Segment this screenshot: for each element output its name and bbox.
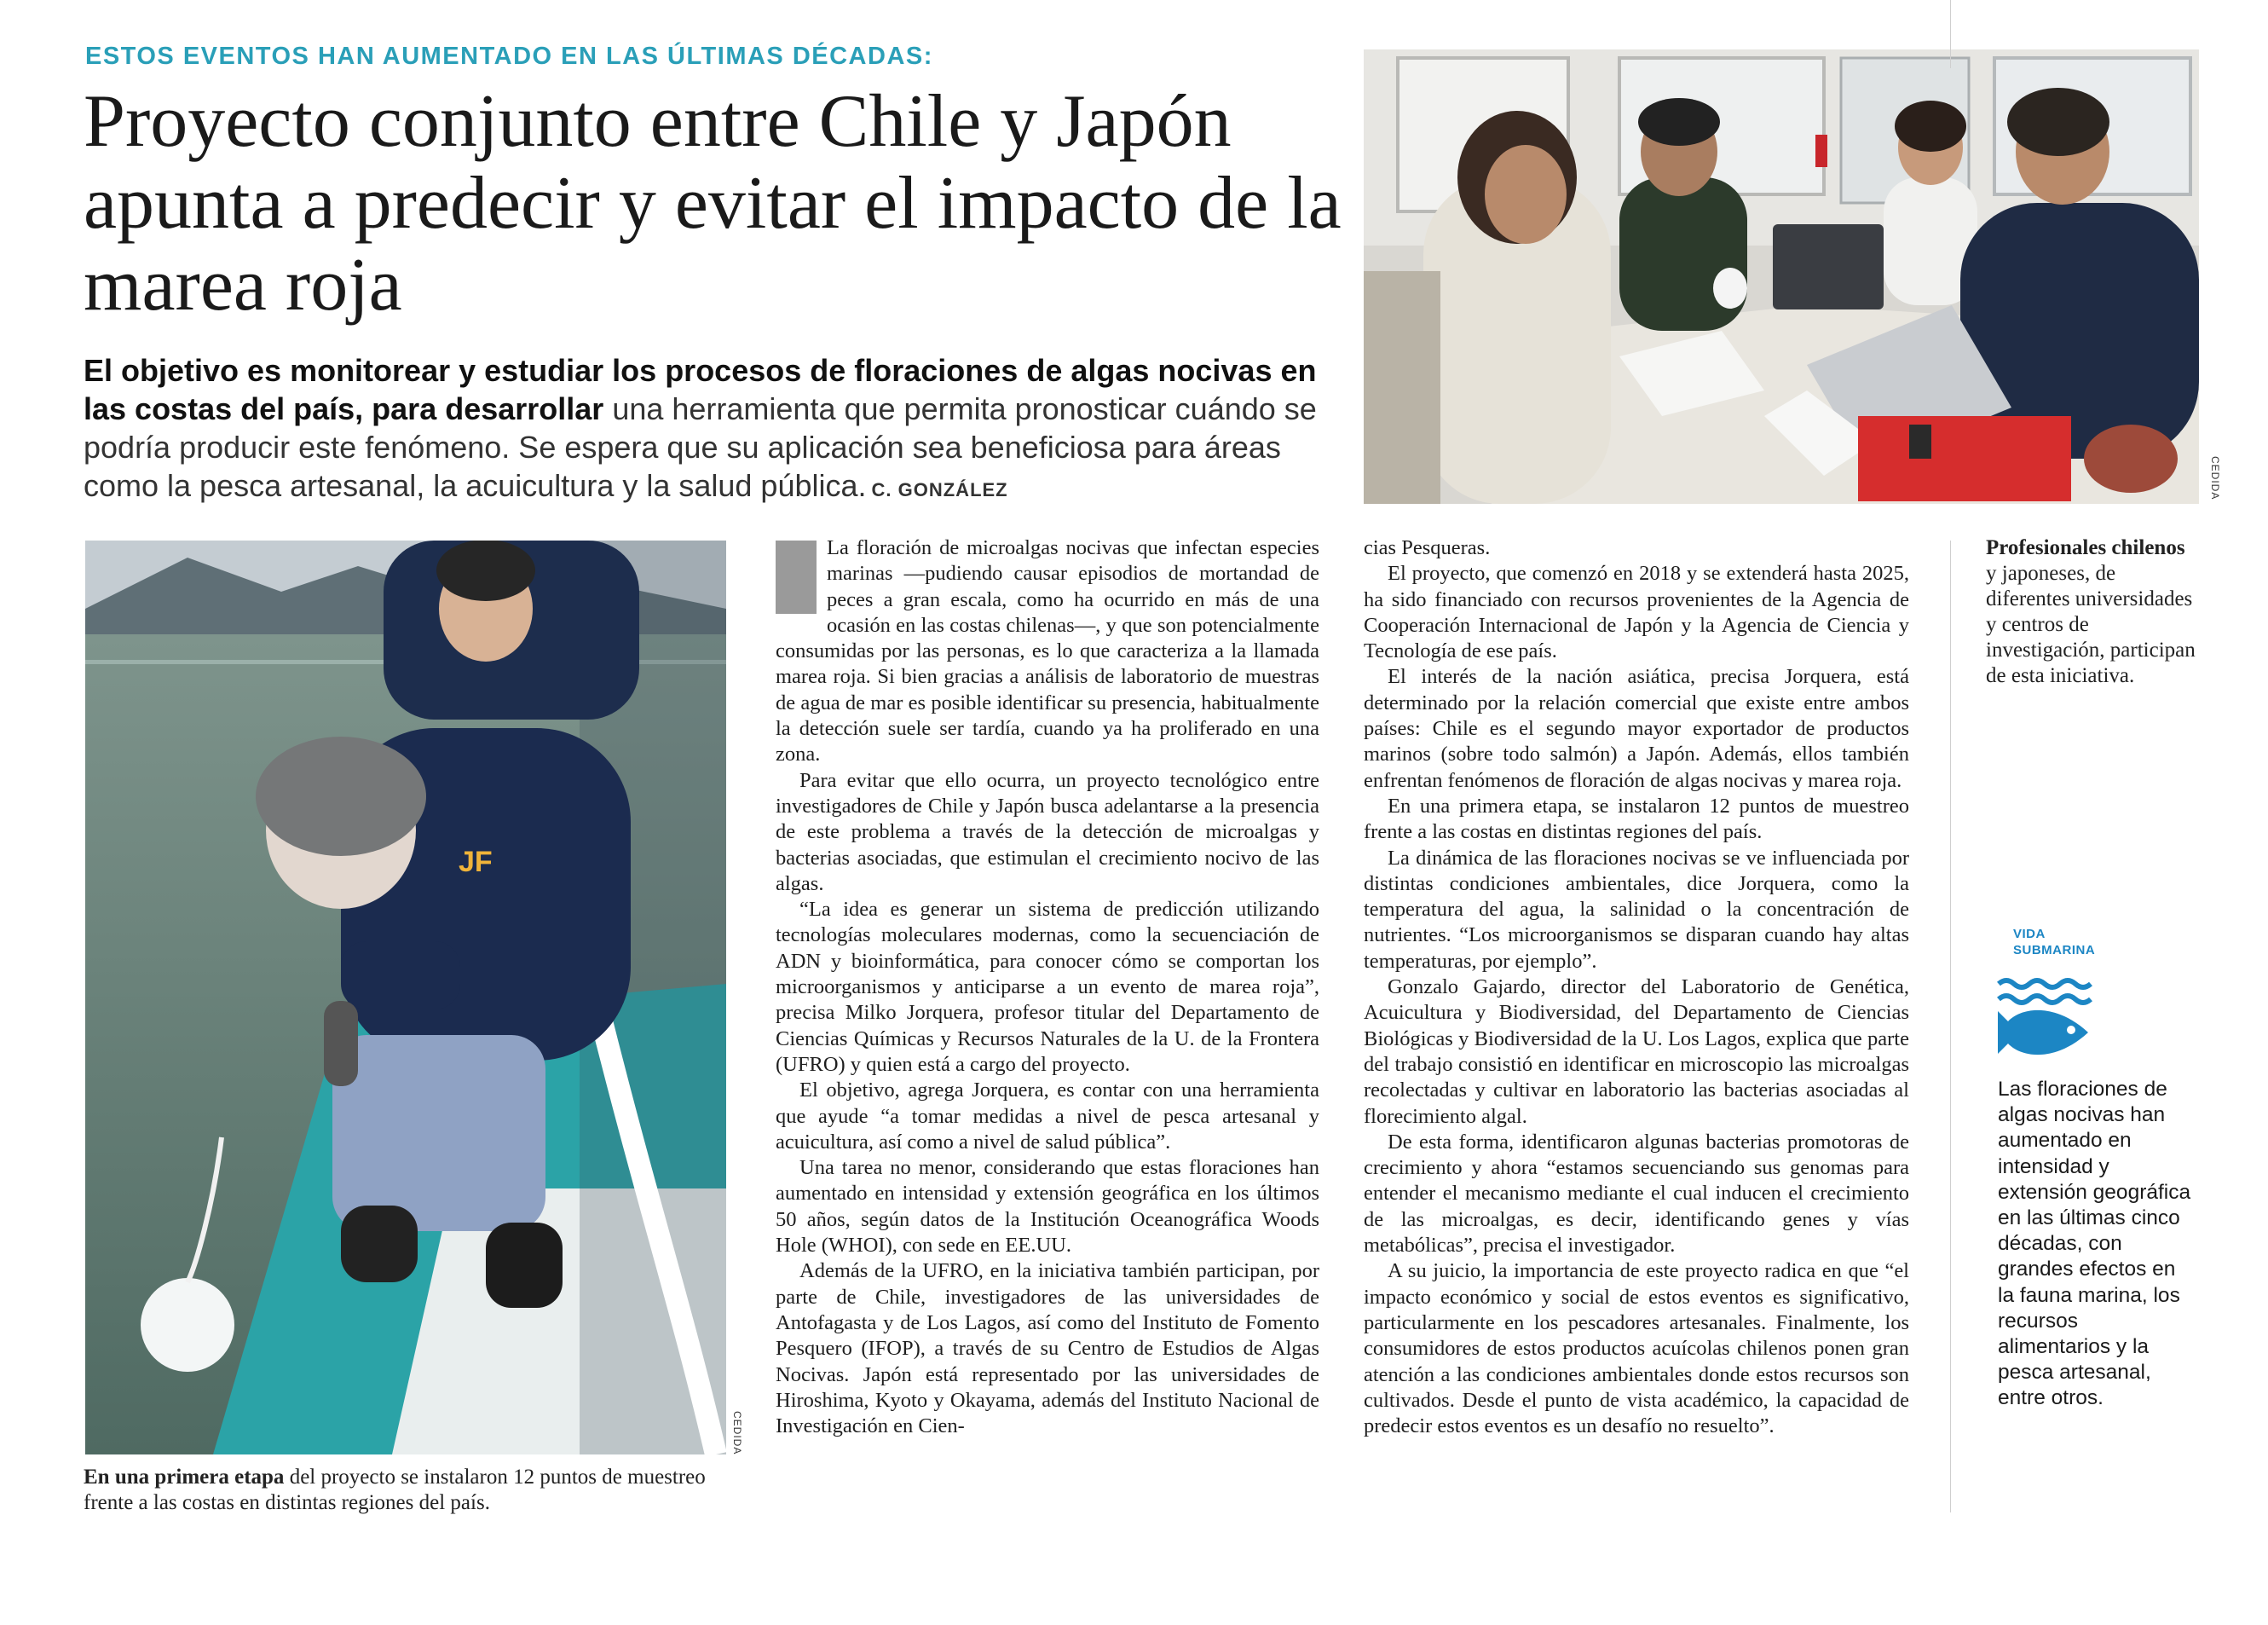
body-column-2: [1364, 535, 1909, 1439]
paragraph: El objetivo, agrega Jorquera, es contar con una herramienta que ayude “a tomar medidas a nivel de pesca artesanal y acuicultura, así como a nivel de salud pública”.: [776, 1079, 1319, 1154]
deck-bold: El objetivo es monitorear y estudiar los procesos de floraciones de algas nocivas en las costas del país, para desarrollar: [84, 353, 1317, 426]
left-caption-bold: En una primera etapa: [84, 1466, 285, 1489]
kicker: ESTOS EVENTOS HAN AUMENTADO EN LAS ÚLTIMAS DÉCADAS:: [85, 43, 933, 70]
paragraph: Además de la UFRO, en la iniciativa también participan, por parte de Chile, investigadores de las universidades de Antofagasta y de Los Lagos, así como del Instituto de Fomento Pesquero (IFOP), a través de su Centro de Estudios de Algas Nocivas. Japón está representado por las universidades de Hiroshima, Kyoto y Okayama, además del Instituto Nacional de Investigación en Cien-: [776, 1259, 1319, 1438]
sampling-photo: [85, 541, 726, 1454]
left-caption-rest: del proyecto se instalaron 12 puntos de muestreo frente a las costas en distintas regiones del país.: [84, 1466, 706, 1514]
fish-waves-icon: [1996, 977, 2094, 1062]
paragraph: A su juicio, la importancia de este proyecto radica en que “el impacto económico y social de estos eventos es significativo, particularmente en los pescadores artesanales. Finalmente, los consumidores de estos productos acuícolas chilenos ponen gran atención a las condiciones ambientales donde estos recursos son cultivados. Desde el punto de vista académico, la capacidad de predecir estos eventos es un desafío no resuelto”.: [1364, 1259, 1909, 1438]
body-column-1: [776, 535, 1319, 1439]
byline: C. GONZÁLEZ: [871, 479, 1008, 500]
headline: Proyecto conjunto entre Chile y Japón apunta a predecir y evitar el impacto de la marea roja: [84, 80, 1342, 327]
paragraph: Una tarea no menor, considerando que estas floraciones han aumentado en intensidad y extensión geográfica en los últimos 50 años, según datos de la Institución Oceanográfica Woods Hole (WHOI), con sede en EE.UU.: [776, 1156, 1319, 1258]
paragraph: “La idea es generar un sistema de predicción utilizando tecnologías moleculares modernas, como la secuenciación de ADN y bioinformática, para conocer cómo se comportan los microorganismos y anticiparse a un evento de marea roja”, precisa Milko Jorquera, profesor titular del Departamento de Ciencias Químicas y Recursos Naturales de la U. de la Frontera (UFRO) y quien está a cargo del proyecto.: [776, 898, 1319, 1076]
top-caption-rest: y japoneses, de diferentes universidades y centros de investigación, participan de esta iniciativa.: [1986, 562, 2196, 687]
dropcap: [776, 541, 817, 614]
paragraph: De esta forma, identificaron algunas bacterias promotoras de crecimiento y ahora “estamos secuenciando sus genomas para entender el mecanismo mediante el cual inducen el crecimiento de las microalgas, es decir, identificando genes y vías metabólicas”, precisa el investigador.: [1364, 1130, 1909, 1258]
deck-regular: una herramienta que permita pronosticar cuándo se podría producir este fenómeno. Se espera que su aplicación sea beneficiosa para áreas como la pesca artesanal, la acuicultura y la salud pública.: [84, 391, 1317, 503]
top-photo-caption: [1986, 535, 2199, 689]
top-photo-credit: CEDIDA: [2209, 456, 2221, 500]
ods-text: Las floraciones de algas nocivas han aumentado en intensidad y extensión geográfica en las últimas cinco décadas, con grandes efectos en la fauna marina, los recursos alimentarios y la pesca artesanal, entre otros.: [1998, 1078, 2191, 1410]
left-photo-credit: CEDIDA: [731, 1411, 743, 1455]
paragraph: La dinámica de las floraciones nocivas se ve influenciada por distintas condiciones ambientales, dice Jorquera, como la temperatura del agua, la salinidad o la concentración de nutrientes. “Los microorganismos se disparan cuando hay altas temperaturas, por ejemplo”.: [1364, 846, 1909, 973]
paragraph: Gonzalo Gajardo, director del Laboratorio de Genética, Acuicultura y Biodiversidad, del Departamento de Ciencias Biológicas y Biodiversidad de la U. Los Lagos, explica que parte del trabajo consistió en identificar en microscopio las microalgas recolectadas y cultivar en laboratorio las bacterias asociadas al florecimiento algal.: [1364, 975, 1909, 1128]
left-photo-caption: [84, 1465, 718, 1516]
paragraph: El interés de la nación asiática, precisa Jorquera, está determinado por la relación comercial que existe entre ambos países: Chile es el segundo mayor exportador de productos marinos (sobre todo salmón) a Japón. Además, ellos también enfrentan fenómenos de floración de algas nocivas y marea roja.: [1364, 665, 1909, 792]
deck: [84, 351, 1328, 509]
top-caption-bold: Profesionales chilenos: [1986, 536, 2185, 559]
paragraph: El proyecto, que comenzó en 2018 y se extenderá hasta 2025, ha sido financiado con recursos provenientes de la Agencia de Cooperación Internacional de Japón y la Agencia de Ciencia y Tecnología de ese país.: [1364, 562, 1909, 663]
paragraph: cias Pesqueras.: [1364, 536, 1491, 559]
meeting-photo: [1364, 49, 2199, 504]
ods-label: VIDA SUBMARINA: [2013, 927, 2096, 957]
paragraph: La floración de microalgas nocivas que infectan especies marinas —pudiendo causar episodios de mortandad de peces a gran escala, como ha ocurrido en más de una ocasión en las costas chilenas—, y que son potencialmente consumidas por las personas, es lo que caracteriza a la llamada marea roja. Si bien gracias a análisis de laboratorio de muestras de agua de mar es posible identificar su presencia, habitualmente la detección suele ser tardía, cuando ya ha proliferado en una zona.: [776, 536, 1319, 766]
column-rule-1: [1950, 541, 1951, 1512]
jacket-logo: JF: [459, 846, 493, 878]
column-rule-top: [1950, 0, 1951, 68]
paragraph: En una primera etapa, se instalaron 12 puntos de muestreo frente a las costas en distintas regiones del país.: [1364, 794, 1909, 844]
paragraph: Para evitar que ello ocurra, un proyecto tecnológico entre investigadores de Chile y Japón busca adelantarse a la presencia de este problema a través de la detección de microalgas y bacterias asociadas, que estimulan el crecimiento nocivo de las algas.: [776, 768, 1319, 895]
